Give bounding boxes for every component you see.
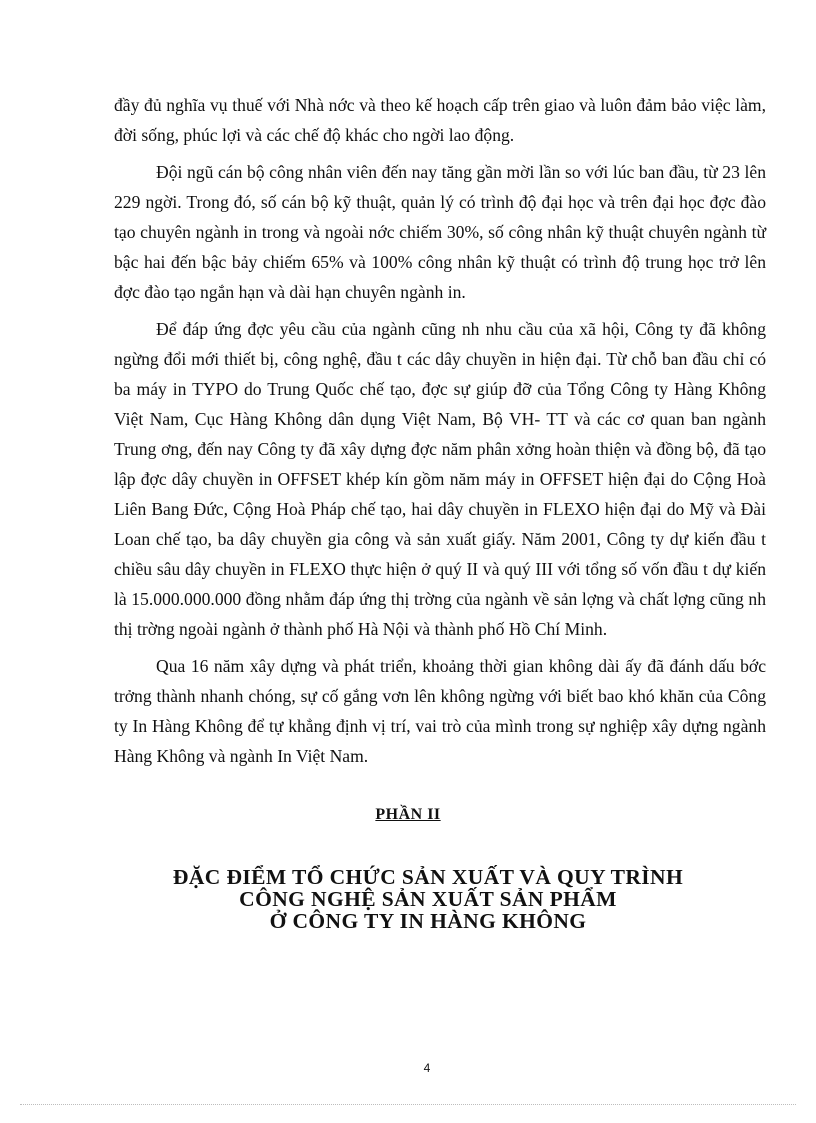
paragraph-staff: Đội ngũ cán bộ công nhân viên đến nay tăng gần mời lần so với lúc ban đầu, từ 23 lên 229 ngời. Trong đó, số cán bộ kỹ thuật, quản lý có trình độ đại học và trên đại học đợc đào tạo chuyên ngành in trong và ngoài nớc chiếm 30%, số công nhân kỹ thuật chuyên ngành từ bậc hai đến bậc bảy chiếm 65% và 100% công nhân kỹ thuật có trình độ trung học trở lên đợc đào tạo ngắn hạn và dài hạn chuyên ngành in. — [114, 162, 766, 302]
paragraph-continued: đầy đủ nghĩa vụ thuế với Nhà nớc và theo kế hoạch cấp trên giao và luôn đảm bảo việc làm, đời sống, phúc lợi và các chế độ khác cho ngời lao động. — [114, 95, 766, 145]
section-title — [120, 866, 736, 932]
section-title-line-1: ĐẶC ĐIỂM TỔ CHỨC SẢN XUẤT VÀ QUY TRÌNH — [172, 865, 684, 889]
page-number: 4 — [423, 1061, 431, 1075]
section-title-line-2: CÔNG NGHỆ SẢN XUẤT SẢN PHẨM — [239, 887, 617, 911]
section-label: PHẦN II — [375, 806, 441, 823]
page-bottom-divider — [20, 1104, 796, 1105]
body-text — [114, 90, 766, 778]
section-title-line-3: Ở CÔNG TY IN HÀNG KHÔNG — [269, 909, 587, 933]
paragraph-history: Qua 16 năm xây dựng và phát triển, khoảng thời gian không dài ấy đã đánh dấu bớc trởng thành nhanh chóng, sự cố gắng vơn lên không ngừng với biết bao khó khăn của Công ty In Hàng Không để tự khẳng định vị trí, vai trò của mình trong sự nghiệp xây dựng ngành Hàng Không và ngành In Việt Nam. — [114, 656, 766, 766]
paragraph-equipment: Để đáp ứng đợc yêu cầu của ngành cũng nh nhu cầu của xã hội, Công ty đã không ngừng đổi mới thiết bị, công nghệ, đầu t các dây chuyền in hiện đại. Từ chỗ ban đầu chỉ có ba máy in TYPO do Trung Quốc chế tạo, đợc sự giúp đỡ của Tổng Công ty Hàng Không Việt Nam, Cục Hàng Không dân dụng Việt Nam, Bộ VH- TT và các cơ quan ban ngành Trung ơng, đến nay Công ty đã xây dựng đợc năm phân xởng hoàn thiện và đồng bộ, đã tạo lập đợc dây chuyền in OFFSET khép kín gồm năm máy in OFFSET hiện đại do Cộng Hoà Liên Bang Đức, Cộng Hoà Pháp chế tạo, hai dây chuyền in FLEXO hiện đại do Mỹ và Đài Loan chế tạo, ba dây chuyền gia công và sản xuất giấy. Năm 2001, Công ty dự kiến đầu t chiều sâu dây chuyền in FLEXO thực hiện ở quý II và quý III với tổng số vốn đầu t dự kiến là 15.000.000.000 đồng nhằm đáp ứng thị trờng của ngành về sản lợng và chất lợng cũng nh thị trờng ngoài ngành ở thành phố Hà Nội và thành phố Hồ Chí Minh. — [114, 319, 766, 639]
